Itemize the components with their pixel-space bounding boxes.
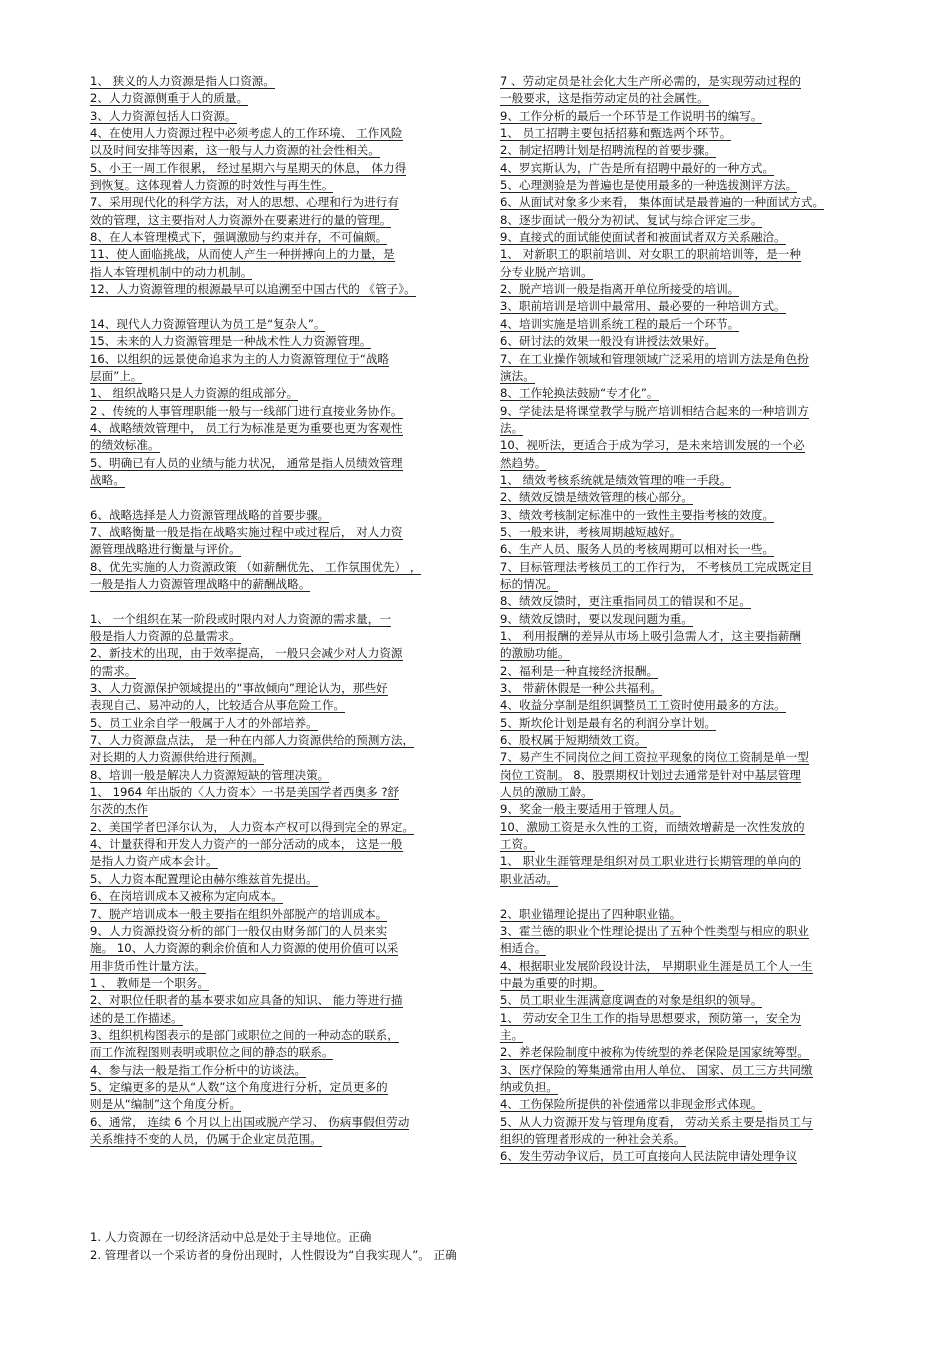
statement-line [90,906,470,923]
statement-text: 表现自己、易冲动的人，比较适合从事危险工作。 [90,698,346,713]
statement-line [500,142,860,159]
statement-text: 尔茨的杰作 [90,802,148,817]
statement-text: 1、 1964 年出版的〈人力资本〉一书是美国学者西奥多 ?舒 [90,785,400,800]
statement-line [500,524,860,541]
statement-line [90,836,470,853]
statement-text: 而工作流程图则表明或职位之间的静态的联系。 [90,1045,334,1060]
statement-line [500,1062,860,1079]
statement-text: 1、 组织战略只是人力资源的组成部分。 [90,386,299,401]
statement-text: 的激励功能。 [500,646,570,661]
left-column [90,73,470,1148]
statement-line [90,1010,470,1027]
statement-line [500,281,860,298]
statement-line [90,853,470,870]
statement-text: 11、使人面临挑战，从而使人产生一种拼搏向上的力量，是 [90,247,395,262]
statement-line [90,333,470,350]
statement-line [500,385,860,402]
statement-line [90,1079,470,1096]
statement-line [90,801,470,818]
statement-text: 1、 狭义的人力资源是指人口资源。 [90,74,275,88]
statement-text: 的需求。 [90,663,137,678]
statement-line [90,420,470,437]
footer-statement: 1. 人力资源在一切经济活动中总是处于主导地位。正确 [90,1230,372,1244]
statement-text: 一般要求，这是指劳动定员的社会属性。 [500,91,709,106]
statement-line [90,403,470,420]
statement-line [90,1114,470,1131]
statement-line [500,472,860,489]
statement-line [500,455,860,472]
statement-text: 2、福利是一种直接经济报酬。 [500,663,659,678]
statement-line [90,784,470,801]
statement-text: 5、明确已有人员的业绩与能力状况， 通常是指人员绩效管理 [90,455,403,470]
statement-line [500,1044,860,1061]
statement-line [500,368,860,385]
statement-text: 标的情况。 [500,576,558,591]
statement-text: 2、对职位任职者的基本要求如应具备的知识、 能力等进行描 [90,993,403,1008]
statement-line [500,680,860,697]
statement-text: 人员的激励工龄。 [500,785,593,800]
statement-line [90,524,470,541]
statement-text: 8、培训一般是解决人力资源短缺的管理决策。 [90,767,330,782]
statement-line [500,437,860,454]
statement-text: 9、工作分析的最后一个环节是工作说明书的编写。 [500,108,763,123]
statement-line [90,871,470,888]
statement-line [500,125,860,142]
statement-text: 1、 劳动安全卫生工作的指导思想要求，预防第一，安全为 [500,1010,801,1025]
statement-line [500,298,860,315]
statement-text: 6、研讨法的效果一般没有讲授法效果好。 [500,334,717,349]
statement-line [90,246,470,263]
statement-line [90,576,470,593]
statement-text: 7、易产生不同岗位之间工资拉平现象的岗位工资制是单一型 [500,750,809,765]
statement-text: 2、人力资源侧重于人的质量。 [90,91,249,106]
statement-line [90,351,470,368]
statement-text: 5、小王一周工作很累， 经过星期六与星期天的休息， 体力得 [90,160,407,175]
statement-line [90,940,470,957]
statement-line [90,559,470,576]
statement-text: 5、从人力资源开发与管理角度看， 劳动关系主要是指员工与 [500,1114,813,1129]
statement-line [500,264,860,281]
statement-line [500,663,860,680]
statement-line [500,593,860,610]
statement-line [500,1114,860,1131]
statement-text: 9、人力资源投资分析的部门一般仅由财务部门的人员来实 [90,923,388,938]
statement-line [500,1079,860,1096]
statement-line [500,229,860,246]
statement-line [500,576,860,593]
statement-line [90,1131,470,1148]
statement-text: 8、逐步面试一般分为初试、复试与综合评定三步。 [500,212,763,227]
statement-line [500,489,860,506]
statement-line [90,1027,470,1044]
statement-text: 工资。 [500,837,535,852]
statement-line [500,732,860,749]
statement-text: 5、斯坎伦计划是最有名的利润分享计划。 [500,715,717,730]
statement-line [500,1131,860,1148]
statement-text: 一般是指人力资源管理战略中的薪酬战略。 [90,576,311,591]
statement-text: 相适合。 [500,941,547,956]
statement-text: 层面”上。 [90,368,143,383]
statement-line [90,819,470,836]
statement-line [90,212,470,229]
statement-line [500,715,860,732]
statement-line [90,264,470,281]
statement-text: 对长期的人力资源供给进行预测。 [90,750,264,765]
blank-line [90,593,470,610]
statement-line [500,194,860,211]
statement-line [90,385,470,402]
statement-text: 5、人力资本配置理论由赫尔维兹首先提出。 [90,871,318,886]
statement-line [90,229,470,246]
statement-text: 分专业脱产培训。 [500,264,593,279]
statement-text: 5、一般来讲，考核周期越短越好。 [500,524,682,539]
statement-text: 述的是工作描述。 [90,1010,183,1025]
statement-text: 岗位工资制。 8、股票期权计划过去通常是针对中基层管理 [500,767,801,782]
statement-text: 3、医疗保险的筹集通常由用人单位、 国家、员工三方共同缴 [500,1062,813,1077]
statement-text: 8、绩效反馈时，更注重指同员工的错误和不足。 [500,594,751,609]
statement-text: 2、美国学者巴泽尔认为， 人力资本产权可以得到完全的界定。 [90,819,415,834]
statement-text: 6、生产人员、服务人员的考核周期可以相对长一些。 [500,542,775,557]
statement-line [500,507,860,524]
statement-line [90,455,470,472]
statement-text: 施。 10、人力资源的剩余价值和人力资源的使用价值可以采 [90,941,399,956]
statement-line [500,90,860,107]
statement-text: 3、人力资源保护领域提出的“事故倾向”理论认为，那些好 [90,681,388,696]
statement-line [500,749,860,766]
statement-text: 3、绩效考核制定标准中的一致性主要指考核的效度。 [500,507,775,522]
statement-text: 1、 对新职工的职前培训、对女职工的职前培训等，是一种 [500,247,801,262]
statement-line [90,316,470,333]
statement-line [90,732,470,749]
statement-line [500,871,860,888]
statement-text: 8、在人本管理模式下，强调激励与约束并存，不可偏颇。 [90,230,388,245]
statement-line [500,1148,860,1165]
statement-text: 5、定编更多的是从“人数”这个角度进行分析，定员更多的 [90,1079,388,1094]
statement-text: 10、视听法，更适合于成为学习，是未来培训发展的一个必 [500,438,805,453]
statement-line [500,351,860,368]
statement-text: 15、未来的人力资源管理是一种战术性人力资源管理。 [90,334,372,349]
statement-text: 是指人力资产成本会计。 [90,854,218,869]
statement-line [500,160,860,177]
statement-text: 效的管理，这主要指对人力资源外在要素进行的量的管理。 [90,212,392,227]
statement-line [500,420,860,437]
statement-text: 7、人力资源盘点法， 是一种在内部人力资源供给的预测方法， [90,733,415,748]
statement-text: 4、罗宾斯认为，广告是所有招聘中最好的一种方式。 [500,160,775,175]
statement-line [90,645,470,662]
statement-line [90,1062,470,1079]
right-column [500,73,860,1166]
statement-text: 1、 绩效考核系统就是绩效管理的唯一手段。 [500,472,732,487]
statement-line [500,958,860,975]
statement-line [90,611,470,628]
statement-text: 9、学徒法是将课堂教学与脱产培训相结合起来的一种培训方 [500,403,809,418]
statement-line [90,472,470,489]
statement-text: 7、脱产培训成本一般主要指在组织外部脱产的培训成本。 [90,906,388,921]
statement-line [500,541,860,558]
statement-line [500,801,860,818]
statement-text: 3、组织机构图表示的是部门或职位之间的一种动态的联系， [90,1027,399,1042]
statement-text: 源管理战略进行衡量与评价。 [90,542,241,557]
statement-text: 6、战略选择是人力资源管理战略的首要步骤。 [90,507,330,522]
statement-text: 组织的管理者形成的一种社会关系。 [500,1131,686,1146]
statement-line [90,767,470,784]
statement-text: 般是指人力资源的总量需求。 [90,629,241,643]
statement-text: 2、养老保险制度中被称为传统型的养老保险是国家统筹型。 [500,1045,809,1060]
statement-text: 4、收益分享制是组织调整员工工资时使用最多的方法。 [500,698,786,713]
statement-line [90,437,470,454]
statement-text: 7 、劳动定员是社会化大生产所必需的，是实现劳动过程的 [500,74,801,88]
statement-text: 6、在岗培训成本又被称为定向成本。 [90,889,283,904]
statement-line [500,853,860,870]
statement-line [90,73,470,90]
statement-text: 7、采用现代化的科学方法，对人的思想、心理和行为进行有 [90,195,399,210]
statement-line [500,628,860,645]
statement-line [90,958,470,975]
statement-text: 9、奖金一般主要适用于管理人员。 [500,802,682,817]
statement-line [500,611,860,628]
statement-text: 4、工伤保险所提供的补偿通常以非现金形式体现。 [500,1097,763,1112]
statement-line [90,125,470,142]
statement-line [90,715,470,732]
statement-line [90,975,470,992]
statement-text: 法。 [500,420,524,435]
statement-line [90,1044,470,1061]
statement-text: 4、培训实施是培训系统工程的最后一个环节。 [500,316,740,331]
statement-text: 2、职业锚理论提出了四种职业锚。 [500,906,682,921]
statement-line [500,645,860,662]
statement-text: 1、 员工招聘主要包括招募和甄选两个环节。 [500,126,732,141]
statement-line [500,108,860,125]
statement-line [90,628,470,645]
statement-text: 职业活动。 [500,871,558,886]
statement-text: 到恢复。这体现着人力资源的时效性与再生性。 [90,178,334,193]
statement-text: 用非货币性计量方法。 [90,958,206,973]
statement-text: 5、心理测验是为普遍也是使用最多的一种选拔测评方法。 [500,178,798,193]
statement-line [90,90,470,107]
statement-line [90,108,470,125]
statement-line [500,1027,860,1044]
statement-line [500,246,860,263]
statement-line [90,507,470,524]
statement-text: 7、在工业操作领域和管理领域广泛采用的培训方法是角色扮 [500,351,809,366]
statement-text: 8、工作轮换法鼓励“专才化”。 [500,386,659,401]
statement-line [90,177,470,194]
statement-text: 3、霍兰德的职业个性理论提出了五种个性类型与相应的职业 [500,923,809,938]
statement-text: 1、 一个组织在某一阶段或时限内对人力资源的需求量，一 [90,611,391,626]
statement-line [90,1096,470,1113]
statement-line [90,194,470,211]
statement-text: 关系维持不变的人员，仍属于企业定员范围。 [90,1131,322,1146]
statement-text: 的绩效标准。 [90,438,160,453]
statement-line [500,923,860,940]
statement-line [500,697,860,714]
statement-text: 然趋势。 [500,455,547,470]
statement-line [500,836,860,853]
statement-line [500,1010,860,1027]
statement-text: 6、发生劳动争议后，员工可直接向人民法院申请处理争议 [500,1149,798,1164]
statement-text: 1、 职业生涯管理是组织对员工职业进行长期管理的单向的 [500,854,801,869]
statement-line [90,888,470,905]
statement-text: 指人本管理机制中的动力机制。 [90,264,253,279]
blank-line [90,298,470,315]
statement-line [500,177,860,194]
statement-text: 2、脱产培训一般是指离开单位所接受的培训。 [500,282,740,297]
statement-line [90,749,470,766]
statement-text: 4、计量获得和开发人力资产的一部分活动的成本， 这是一般 [90,837,403,852]
statement-text: 6、股权属于短期绩效工资。 [500,733,647,748]
statement-line [500,975,860,992]
statement-line [500,819,860,836]
statement-line [90,923,470,940]
statement-text: 9、直接式的面试能使面试者和被面试者双方关系融洽。 [500,230,786,245]
statement-line [90,281,470,298]
statement-line [500,403,860,420]
statement-line [500,212,860,229]
statement-line [500,316,860,333]
statement-line [500,767,860,784]
statement-text: 3、职前培训是培训中最常用、最必要的一种培训方式。 [500,299,786,314]
statement-text: 主。 [500,1027,524,1042]
statement-line [500,559,860,576]
statement-text: 1、 利用报酬的差异从市场上吸引急需人才，这主要指薪酬 [500,629,801,643]
statement-text: 3、人力资源包括人口资源。 [90,108,237,123]
statement-line [500,1096,860,1113]
statement-text: 9、绩效反馈时，要以发现问题为重。 [500,611,693,626]
statement-text: 2 、传统的人事管理职能一般与一线部门进行直接业务协作。 [90,403,403,418]
statement-line [90,697,470,714]
statement-line [500,333,860,350]
statement-text: 以及时间安排等因素，这一般与人力资源的社会性相关。 [90,143,380,158]
statement-text: 5、员工业余自学一般属于人才的外部培养。 [90,715,318,730]
statement-text: 中最为重要的时期。 [500,975,605,990]
statement-text: 5、员工职业生涯满意度调查的对象是组织的领导。 [500,993,763,1008]
statement-text: 10、激励工资是永久性的工资，而绩效增薪是一次性发放的 [500,819,805,834]
footer-statement: 2. 管理者以一个采访者的身份出现时，人性假设为“自我实现人”。 正确 [90,1248,457,1262]
statement-line [500,784,860,801]
statement-text: 8、优先实施的人力资源政策 （如薪酬优先、 工作氛围优先） ， [90,559,422,574]
footer-statements [90,1228,870,1264]
statement-text: 1 、 教师是一个职务。 [90,975,210,990]
statement-text: 3、 带薪休假是一种公共福利。 [500,681,662,696]
statement-text: 战略。 [90,472,125,487]
statement-text: 纳或负担。 [500,1079,558,1094]
blank-line [90,489,470,506]
statement-text: 7、战略衡量一般是指在战略实施过程中或过程后， 对人力资 [90,524,403,539]
statement-text: 4、参与法一般是指工作分析中的访谈法。 [90,1062,307,1077]
statement-text: 2、绩效反馈是绩效管理的核心部分。 [500,490,693,505]
statement-line [90,541,470,558]
statement-line [500,906,860,923]
statement-text: 2、新技术的出现，由于效率提高， 一般只会减少对人力资源 [90,646,403,661]
statement-text: 演法。 [500,368,535,383]
blank-line [500,888,860,905]
statement-line [90,160,470,177]
statement-text: 4、根据职业发展阶段设计法， 早期职业生涯是员工个人一生 [500,958,813,973]
statement-line [500,940,860,957]
statement-line [500,73,860,90]
statement-text: 4、在使用人力资源过程中必须考虑人的工作环境、 工作风险 [90,126,403,141]
statement-line [90,680,470,697]
statement-line [500,992,860,1009]
statement-text: 6、从面试对象多少来看， 集体面试是最普遍的一种面试方式。 [500,195,825,210]
statement-text: 14、现代人力资源管理认为员工是“复杂人”。 [90,316,326,331]
statement-line [90,368,470,385]
statement-text: 6、通常， 连续 6 个月以上出国或脱产学习、 伤病事假但劳动 [90,1114,410,1129]
statement-text: 2、制定招聘计划是招聘流程的首要步骤。 [500,143,717,158]
statement-line [90,663,470,680]
statement-text: 4、战略绩效管理中， 员工行为标准是更为重要也更为客观性 [90,420,403,435]
statement-text: 7、目标管理法考核员工的工作行为， 不考核员工完成既定目 [500,559,813,574]
statement-text: 则是从“编制”这个角度分析。 [90,1097,242,1112]
statement-text: 12、人力资源管理的根源最早可以追溯至中国古代的 《管子》。 [90,282,416,297]
statement-line [90,992,470,1009]
statement-line [90,142,470,159]
statement-text: 16、以组织的远景使命追求为主的人力资源管理位于“战略 [90,351,390,366]
